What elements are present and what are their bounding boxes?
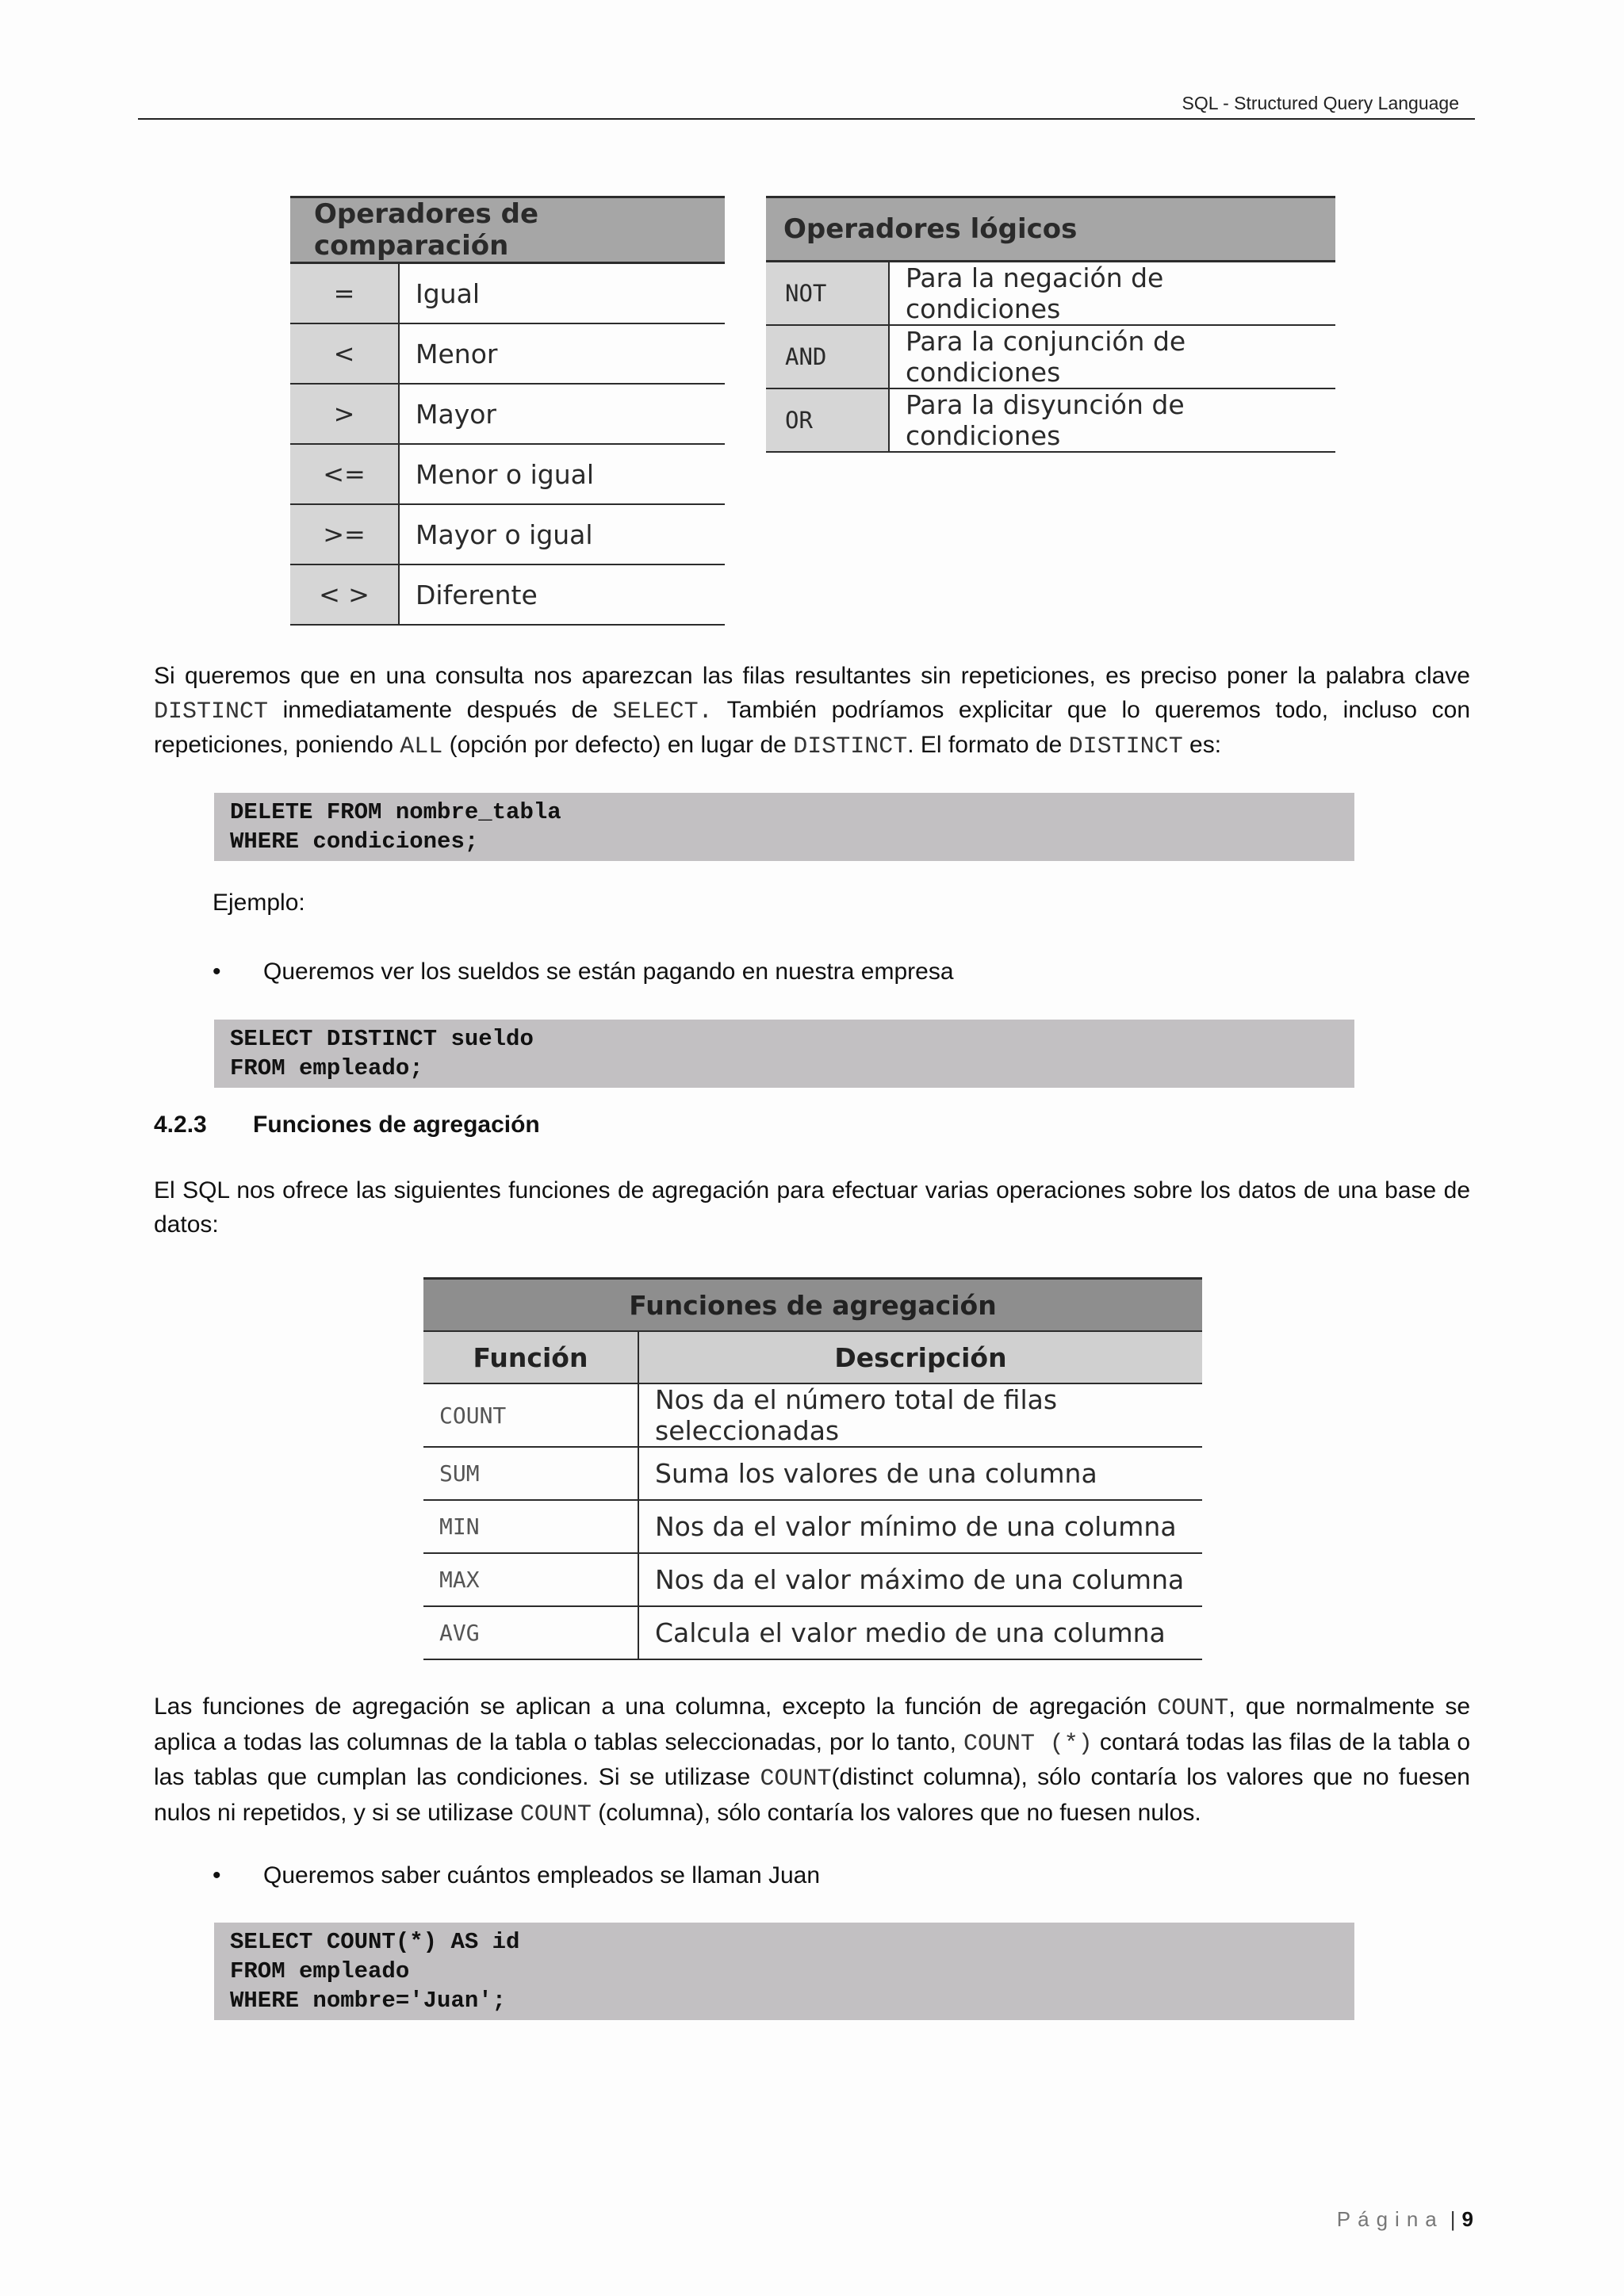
column-header-description: Descripción	[638, 1331, 1202, 1383]
code-line: WHERE nombre='Juan';	[230, 1988, 507, 2014]
code-block-distinct	[214, 1020, 1354, 1088]
comparison-operators-table	[290, 196, 725, 626]
section-heading	[154, 1112, 540, 1138]
logical-operator: AND	[766, 325, 889, 388]
table-row	[290, 504, 725, 564]
table-row	[423, 1383, 1202, 1447]
code-line: WHERE condiciones;	[230, 828, 479, 855]
inline-code: DISTINCT	[154, 698, 269, 725]
table-row	[766, 262, 1335, 326]
code-block-count	[214, 1923, 1354, 2020]
code-line: FROM empleado;	[230, 1055, 423, 1081]
function-description: Nos da el valor máximo de una columna	[638, 1553, 1202, 1606]
text-run: También podríamos explicitar que lo queremos todo, incluso con repeticiones, poniendo	[154, 696, 1471, 758]
operator-symbol: =	[290, 263, 399, 324]
inline-code: COUNT	[519, 1800, 592, 1828]
table-row	[290, 444, 725, 504]
function-name: SUM	[423, 1447, 638, 1500]
text-run: Las funciones de agregación se aplican a una columna, excepto la función de agregación	[154, 1693, 1158, 1720]
inline-code: DISTINCT	[1068, 733, 1183, 760]
operator-symbol: < >	[290, 564, 399, 625]
running-header	[138, 93, 1475, 120]
table-row	[423, 1553, 1202, 1606]
page-footer	[1337, 2207, 1473, 2232]
comparison-table-title: Operadores de comparación	[290, 197, 725, 263]
logical-meaning: Para la conjunción de condiciones	[889, 325, 1335, 388]
operator-meaning: Menor	[399, 323, 725, 384]
table-row	[290, 323, 725, 384]
inline-code: DISTINCT	[793, 733, 908, 760]
inline-code: SELECT.	[612, 698, 713, 725]
bullet-item	[213, 956, 954, 988]
text-run: inmediatamente después de	[268, 696, 613, 723]
operator-symbol: <	[290, 323, 399, 384]
function-name: AVG	[423, 1606, 638, 1659]
footer-separator: |	[1450, 2207, 1456, 2231]
operator-meaning: Diferente	[399, 564, 725, 625]
table-row	[766, 388, 1335, 452]
logical-table-title: Operadores lógicos	[766, 197, 1335, 262]
aggregation-functions-table	[423, 1277, 1202, 1660]
function-name: MIN	[423, 1500, 638, 1553]
count-paragraph	[154, 1690, 1470, 1831]
distinct-paragraph	[154, 660, 1470, 764]
example-label: Ejemplo:	[213, 890, 305, 916]
page-number: 9	[1461, 2207, 1473, 2231]
function-name: MAX	[423, 1553, 638, 1606]
operator-meaning: Igual	[399, 263, 725, 324]
operator-symbol: <=	[290, 444, 399, 504]
function-description: Nos da el valor mínimo de una columna	[638, 1500, 1202, 1553]
table-row	[290, 263, 725, 324]
text-run: contará todas las filas de la tabla o las tablas que cumplan las condiciones. Si se utilizase	[154, 1728, 1471, 1790]
function-description: Calcula el valor medio de una columna	[638, 1606, 1202, 1659]
text-run: (distinct columna), sólo contaría los valores que no fuesen nulos ni repetidos, y si se utilizase	[154, 1764, 1470, 1826]
text-run: , que normalmente se aplica a todas las columnas de la tabla o tablas seleccionadas, por lo tanto,	[154, 1693, 1470, 1755]
code-block-delete	[214, 793, 1354, 861]
table-row	[290, 564, 725, 625]
logical-operator: NOT	[766, 262, 889, 326]
text-run: Si queremos que en una consulta nos aparezcan las filas resultantes sin repeticiones, es preciso poner la palabra clave	[154, 663, 1470, 689]
text-run: (columna), sólo contaría los valores que no fuesen nulos.	[591, 1799, 1201, 1826]
code-line: SELECT COUNT(*) AS id	[230, 1929, 520, 1955]
page-label: Página	[1336, 2207, 1444, 2231]
aggregation-table-title: Funciones de agregación	[423, 1279, 1202, 1332]
operator-meaning: Mayor	[399, 384, 725, 444]
table-row	[423, 1447, 1202, 1500]
inline-code: COUNT (*)	[963, 1730, 1093, 1758]
table-row	[423, 1606, 1202, 1659]
code-line: SELECT DISTINCT sueldo	[230, 1026, 534, 1052]
operator-symbol: >	[290, 384, 399, 444]
section-title: Funciones de agregación	[253, 1112, 540, 1138]
text-run: (opción por defecto) en lugar de	[442, 732, 794, 758]
inline-code: ALL	[400, 733, 443, 760]
inline-code: COUNT	[760, 1766, 832, 1793]
text-run: es:	[1182, 732, 1222, 758]
function-name: COUNT	[423, 1383, 638, 1447]
operator-symbol: >=	[290, 504, 399, 564]
bullet-dot-icon: •	[213, 959, 221, 985]
table-row	[766, 325, 1335, 388]
bullet-item	[213, 1860, 820, 1892]
operator-meaning: Menor o igual	[399, 444, 725, 504]
table-row	[290, 384, 725, 444]
function-description: Suma los valores de una columna	[638, 1447, 1202, 1500]
code-line: FROM empleado	[230, 1958, 410, 1984]
logical-meaning: Para la disyunción de condiciones	[889, 388, 1335, 452]
column-header-function: Función	[423, 1331, 638, 1383]
inline-code: COUNT	[1157, 1695, 1229, 1722]
table-row	[423, 1500, 1202, 1553]
running-title: SQL - Structured Query Language	[1182, 93, 1459, 113]
text-run: . El formato de	[907, 732, 1069, 758]
bullet-text: Queremos ver los sueldos se están pagando en nuestra empresa	[263, 959, 954, 985]
code-line: DELETE FROM nombre_tabla	[230, 799, 561, 825]
operator-meaning: Mayor o igual	[399, 504, 725, 564]
aggregation-intro-paragraph: El SQL nos ofrece las siguientes funciones de agregación para efectuar varias operaciones sobre los datos de una base de datos:	[154, 1177, 1470, 1238]
logical-operator: OR	[766, 388, 889, 452]
logical-meaning: Para la negación de condiciones	[889, 262, 1335, 326]
bullet-text: Queremos saber cuántos empleados se llaman Juan	[263, 1862, 821, 1888]
logical-operators-table	[766, 196, 1335, 453]
section-number: 4.2.3	[154, 1112, 207, 1138]
bullet-dot-icon: •	[213, 1862, 221, 1888]
function-description: Nos da el número total de filas seleccionadas	[638, 1383, 1202, 1447]
